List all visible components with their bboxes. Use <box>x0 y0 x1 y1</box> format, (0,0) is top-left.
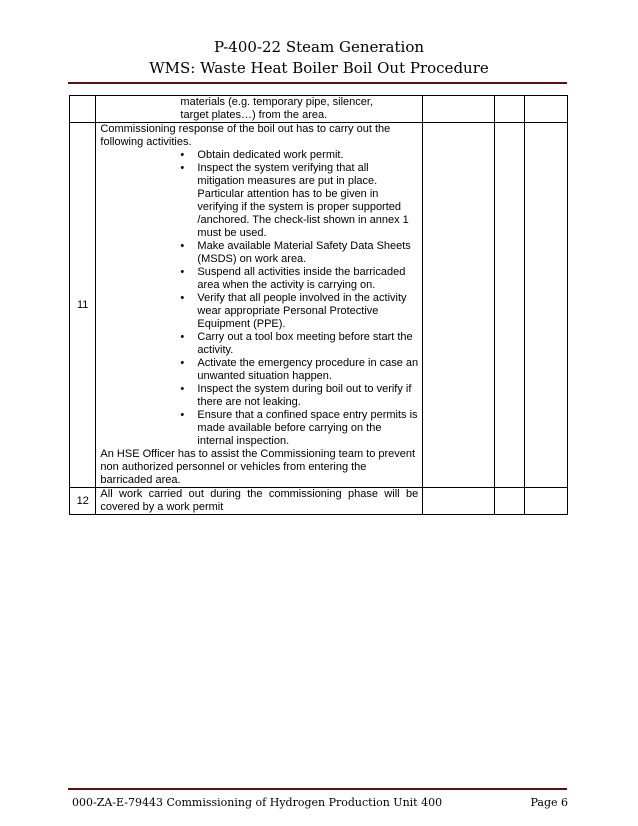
document-title: P-400-22 Steam Generation <box>213 38 425 56</box>
footer-rule <box>68 788 567 790</box>
empty-cell <box>423 123 495 488</box>
document-subtitle: WMS: Waste Heat Boiler Boil Out Procedure <box>149 59 489 77</box>
footer-document-id: 000-ZA-E-79443 Commissioning of Hydrogen Production Unit 400 <box>72 796 443 809</box>
page-number: Page 6 <box>530 796 568 809</box>
row-number-cell <box>70 96 96 123</box>
empty-cell <box>495 96 525 123</box>
list-item: • Verify that all people involved in the activity wear appropriate Personal Protective Equipment (PPE). <box>180 292 407 330</box>
empty-cell <box>495 123 525 488</box>
row-closing: An HSE Officer has to assist the Commissioning team to prevent non authorized personnel or vehicles from entering the barricaded area. <box>100 448 416 486</box>
bullet-icon: • <box>180 240 185 252</box>
continued-line: target plates…) from the area. <box>180 109 328 121</box>
row-text: All work carried out during the commissioning phase will be covered by a work permit <box>96 488 423 515</box>
empty-cell <box>423 96 495 123</box>
list-item: • Suspend all activities inside the barricaded area when the activity is carrying on. <box>180 266 406 291</box>
row-number: 11 <box>70 123 96 488</box>
bullet-icon: • <box>180 331 185 343</box>
empty-cell <box>524 123 567 488</box>
table-row-continued <box>70 96 568 123</box>
procedure-table <box>69 95 568 515</box>
bullet-icon: • <box>180 292 185 304</box>
empty-cell <box>524 488 567 515</box>
list-item: • Inspect the system during boil out to verify if there are not leaking. <box>180 383 412 408</box>
list-item: • Carry out a tool box meeting before start the activity. <box>180 331 413 356</box>
row-number: 12 <box>70 488 96 515</box>
bullet-icon: • <box>180 357 185 369</box>
empty-cell <box>423 488 495 515</box>
activity-list <box>100 149 418 448</box>
list-item: • Inspect the system verifying that all mitigation measures are put in place. Particular attention has to be given in verifying if the system is proper supported /anchored. The check-list shown in annex 1 must be used. <box>180 162 409 239</box>
bullet-icon: • <box>180 409 185 421</box>
empty-cell <box>524 96 567 123</box>
continued-line: materials (e.g. temporary pipe, silencer, <box>180 96 374 108</box>
description-cell <box>96 123 423 488</box>
bullet-icon: • <box>180 149 185 161</box>
list-item: • Ensure that a confined space entry permits is made available before carrying on the internal inspection. <box>180 409 418 447</box>
list-item: • Activate the emergency procedure in case an unwanted situation happen. <box>180 357 419 382</box>
row-intro: Commissioning response of the boil out has to carry out the following activities. <box>100 123 391 148</box>
description-cell <box>96 96 423 123</box>
list-item: • Make available Material Safety Data Sheets (MSDS) on work area. <box>180 240 411 265</box>
table-row-11 <box>70 123 568 488</box>
table-row-12 <box>70 488 568 515</box>
list-item: • Obtain dedicated work permit. <box>180 149 344 161</box>
header-rule <box>68 82 567 84</box>
bullet-icon: • <box>180 383 185 395</box>
bullet-icon: • <box>180 162 185 174</box>
bullet-icon: • <box>180 266 185 278</box>
empty-cell <box>495 488 525 515</box>
